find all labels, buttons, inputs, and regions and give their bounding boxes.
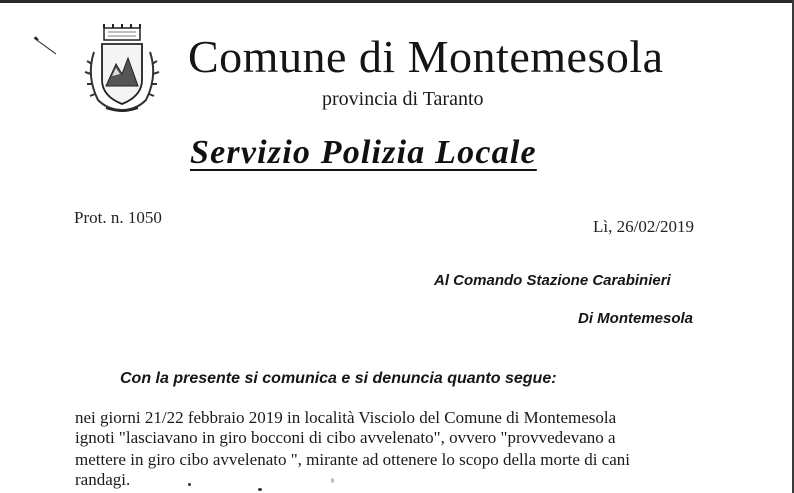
municipality-title: Comune di Montemesola [188, 31, 664, 82]
scan-edge-top [0, 0, 794, 3]
body-line-4: randagi. [75, 470, 131, 489]
intro-statement: Con la presente si comunica e si denuncia quanto segue: [120, 370, 557, 387]
scan-speck [258, 488, 262, 491]
body-line-1: nei giorni 21/22 febbraio 2019 in località Visciolo del Comune di Montemesola [75, 408, 617, 427]
pen-mark-icon [32, 34, 60, 58]
recipient-line-2: Di Montemesola [578, 310, 694, 327]
scan-speck [331, 478, 334, 483]
coat-of-arms-icon [82, 24, 162, 114]
body-line-2: ignoti "lasciavano in giro bocconi di cibo avvelenato", ovvero "provvedevano a [75, 428, 616, 447]
service-heading: Servizio Polizia Locale [190, 134, 537, 171]
recipient-line-1: Al Comando Stazione Carabinieri [434, 272, 671, 289]
province-subtitle: provincia di Taranto [322, 88, 484, 110]
protocol-number: Prot. n. 1050 [74, 208, 162, 227]
scan-speck [188, 483, 191, 486]
body-line-3: mettere in giro cibo avvelenato ", mirante ad ottenere lo scopo della morte di cani [75, 450, 630, 469]
document-date: Lì, 26/02/2019 [593, 217, 695, 236]
